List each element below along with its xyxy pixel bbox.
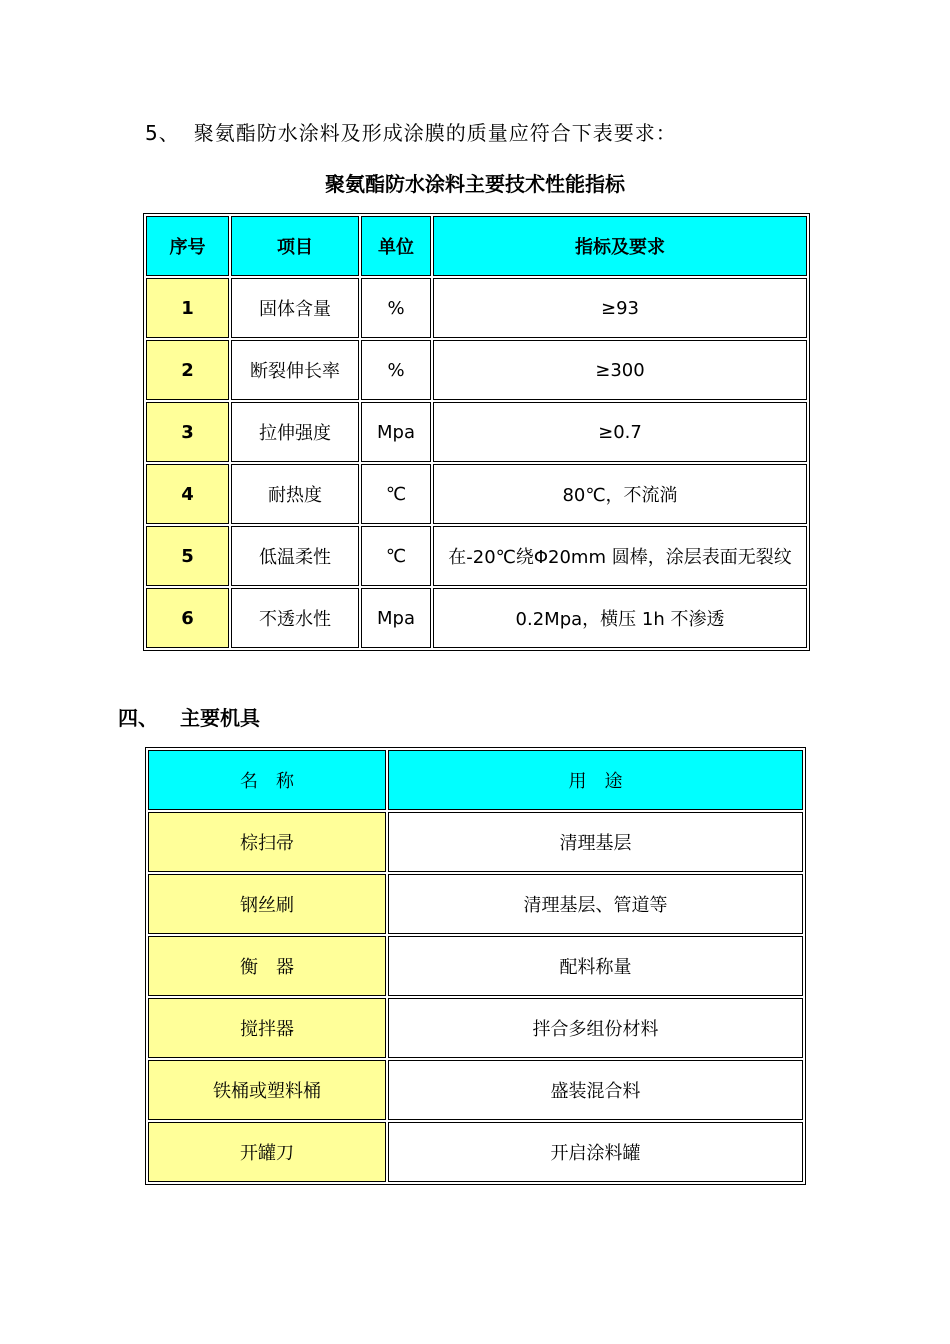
- table-row: [148, 1122, 803, 1182]
- spec-table-title: 聚氨酯防水涂料主要技术性能指标: [325, 172, 625, 196]
- section-number: 四、: [118, 706, 158, 730]
- spec-table: [143, 213, 810, 651]
- tool-purpose: 配料称量: [388, 936, 803, 996]
- table-row: [146, 340, 807, 400]
- tool-purpose: 清理基层、管道等: [388, 874, 803, 934]
- tools-table-header-row: [148, 750, 803, 810]
- row-item: 固体含量: [231, 278, 359, 338]
- header-cell-name: 名 称: [148, 750, 386, 810]
- row-unit: Mpa: [361, 402, 431, 462]
- row-requirement: 0.2Mpa，横压 1h 不渗透: [433, 588, 807, 648]
- row-unit: ℃: [361, 526, 431, 586]
- table-row: [146, 464, 807, 524]
- tool-purpose: 开启涂料罐: [388, 1122, 803, 1182]
- spec-table-header-row: [146, 216, 807, 276]
- table-row: [146, 526, 807, 586]
- tool-purpose: 清理基层: [388, 812, 803, 872]
- row-requirement: 80℃，不流淌: [433, 464, 807, 524]
- row-requirement: ≥93: [433, 278, 807, 338]
- row-item: 低温柔性: [231, 526, 359, 586]
- table-row: [148, 936, 803, 996]
- row-seq: 2: [146, 340, 229, 400]
- tools-table: [145, 747, 806, 1185]
- row-seq: 4: [146, 464, 229, 524]
- header-cell-purpose: 用 途: [388, 750, 803, 810]
- row-seq: 1: [146, 278, 229, 338]
- table-row: [148, 1060, 803, 1120]
- tool-name: 衡 器: [148, 936, 386, 996]
- section-title: 主要机具: [180, 706, 260, 730]
- tool-name: 开罐刀: [148, 1122, 386, 1182]
- section-heading: [118, 702, 260, 731]
- intro-text: 聚氨酯防水涂料及形成涂膜的质量应符合下表要求：: [193, 121, 677, 145]
- tool-purpose: 盛装混合料: [388, 1060, 803, 1120]
- row-seq: 6: [146, 588, 229, 648]
- table-row: [146, 278, 807, 338]
- row-requirement: ≥0.7: [433, 402, 807, 462]
- row-item: 耐热度: [231, 464, 359, 524]
- row-item: 断裂伸长率: [231, 340, 359, 400]
- table-row: [148, 874, 803, 934]
- row-unit: %: [361, 340, 431, 400]
- intro-number: 5、: [145, 121, 180, 145]
- table-row: [146, 402, 807, 462]
- row-unit: ℃: [361, 464, 431, 524]
- intro-line: [145, 117, 677, 146]
- row-item: 不透水性: [231, 588, 359, 648]
- header-cell-requirement: 指标及要求: [433, 216, 807, 276]
- row-requirement: 在-20℃绕Φ20mm 圆棒，涂层表面无裂纹: [433, 526, 807, 586]
- row-unit: %: [361, 278, 431, 338]
- tool-name: 搅拌器: [148, 998, 386, 1058]
- row-seq: 5: [146, 526, 229, 586]
- tool-name: 钢丝刷: [148, 874, 386, 934]
- header-cell-unit: 单位: [361, 216, 431, 276]
- tool-purpose: 拌合多组份材料: [388, 998, 803, 1058]
- header-cell-seq: 序号: [146, 216, 229, 276]
- tool-name: 棕扫帚: [148, 812, 386, 872]
- row-requirement: ≥300: [433, 340, 807, 400]
- header-cell-item: 项目: [231, 216, 359, 276]
- row-item: 拉伸强度: [231, 402, 359, 462]
- tool-name: 铁桶或塑料桶: [148, 1060, 386, 1120]
- table-row: [148, 812, 803, 872]
- table-row: [146, 588, 807, 648]
- table-row: [148, 998, 803, 1058]
- row-unit: Mpa: [361, 588, 431, 648]
- row-seq: 3: [146, 402, 229, 462]
